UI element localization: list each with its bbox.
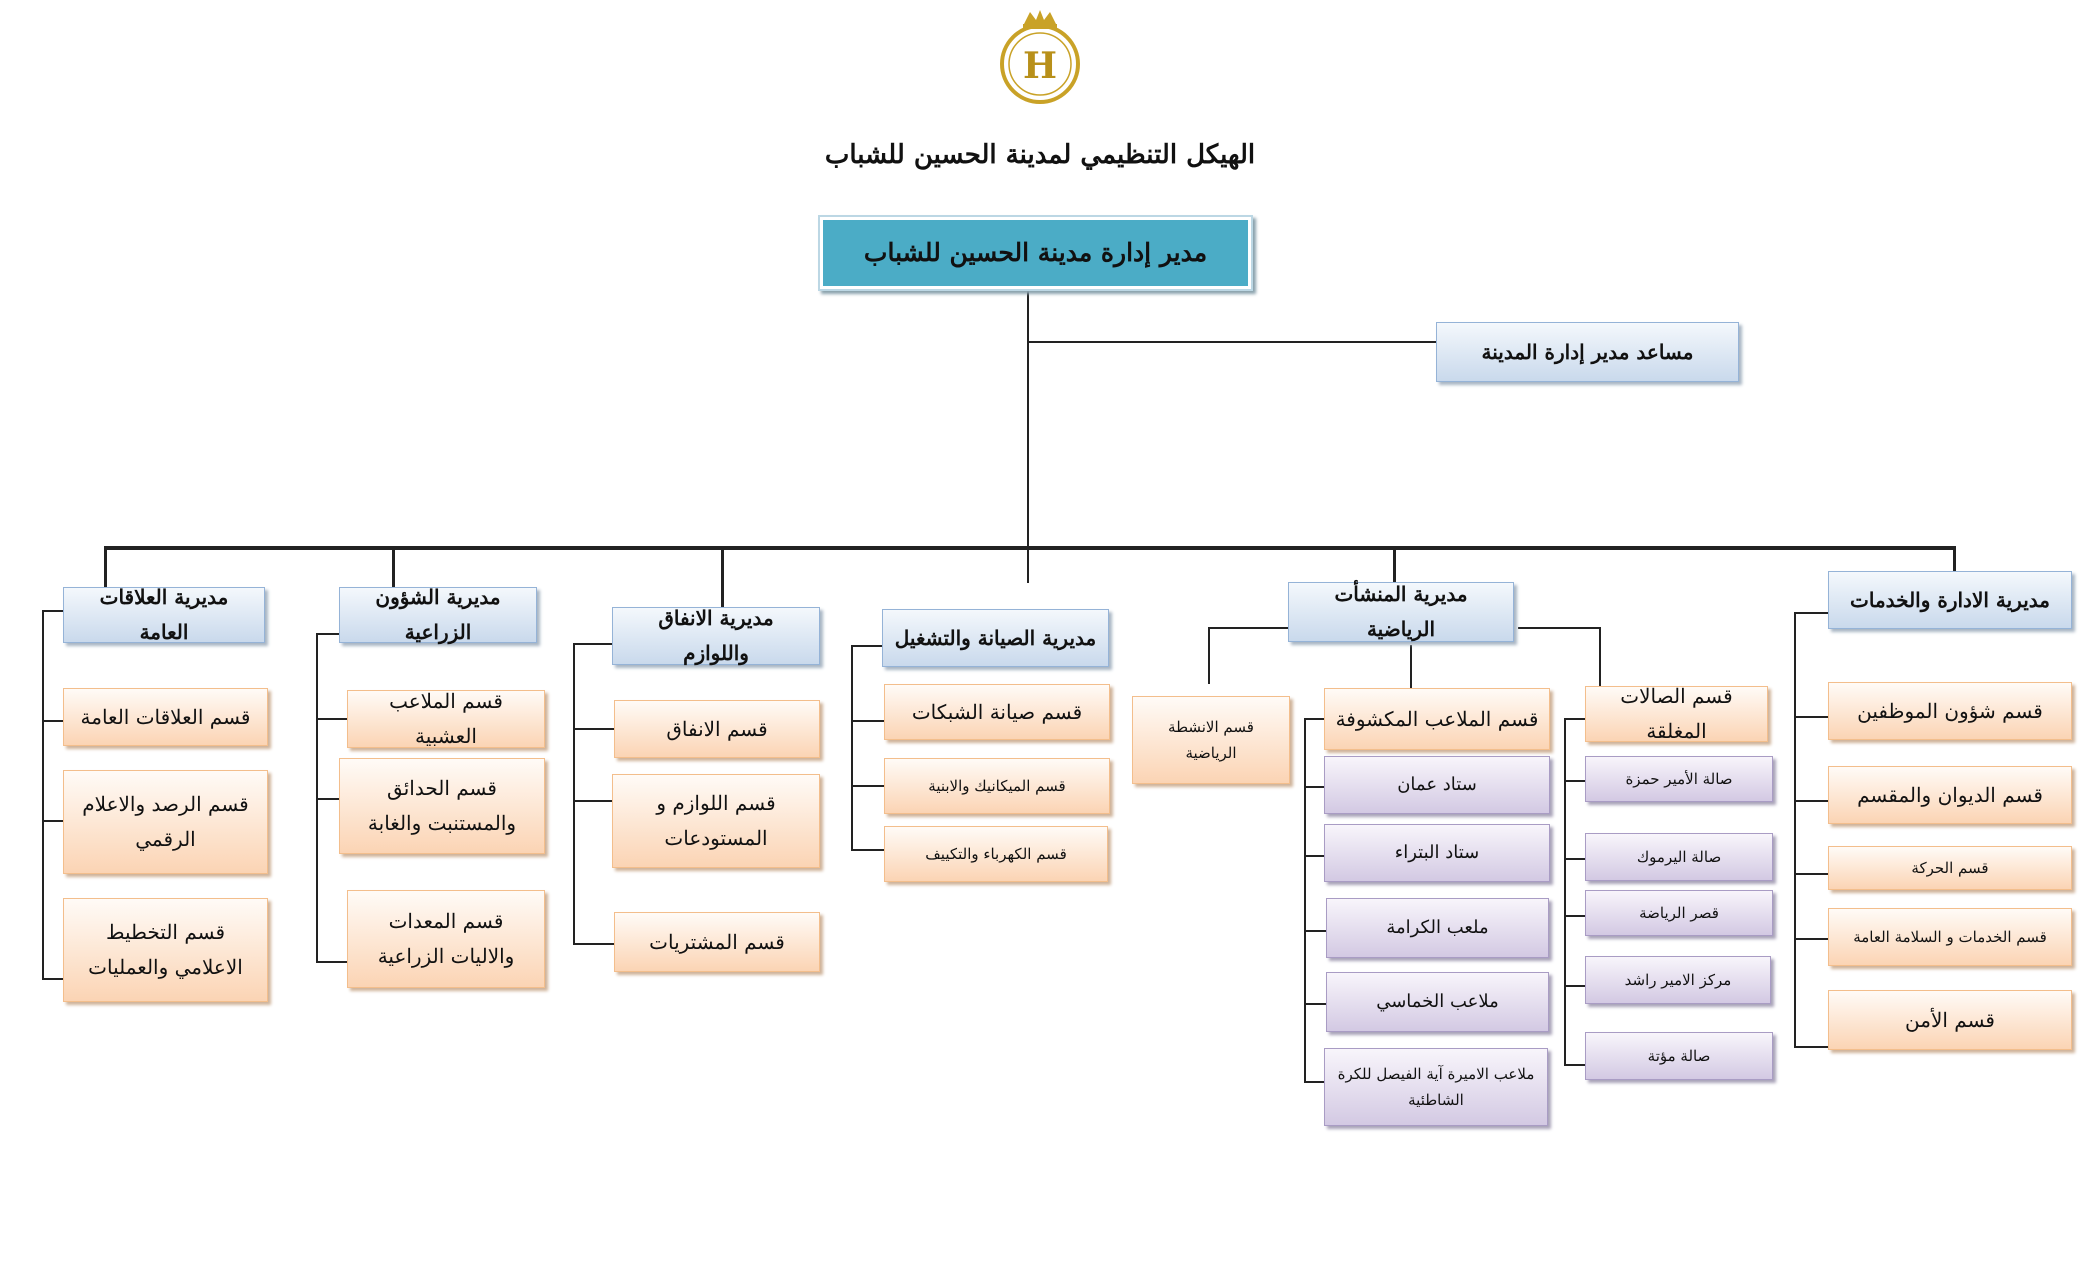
connector-line <box>1794 938 1830 940</box>
connector-line <box>1304 1081 1326 1083</box>
connector-line <box>1028 341 1446 343</box>
connector-line <box>1564 915 1586 917</box>
connector-line <box>1564 858 1586 860</box>
supplies-item: قسم الانفاق <box>614 700 820 758</box>
connector-line <box>1794 612 1830 614</box>
connector-line <box>1304 1003 1326 1005</box>
connector-line <box>1410 645 1412 691</box>
connector-line <box>316 718 348 720</box>
connector-line <box>1794 873 1830 875</box>
supplies-item: قسم المشتريات <box>614 912 820 972</box>
agriculture-item: قسم الحدائق والمستنبت والغابة <box>339 758 545 854</box>
closed-hall-item: صالة الأمير حمزة <box>1585 756 1773 802</box>
connector-line <box>316 633 340 635</box>
connector-line <box>851 720 885 722</box>
directorate-admin-box: مديرية الادارة والخدمات <box>1828 571 2072 629</box>
directorate-maintenance-box: مديرية الصيانة والتشغيل <box>882 609 1109 667</box>
connector-line <box>42 610 44 980</box>
connector-line <box>1209 627 1291 629</box>
logo-letter: H <box>1022 45 1058 87</box>
directorate-supplies-box: مديرية الانفاق واللوازم <box>612 607 820 665</box>
director-box: مدير إدارة مدينة الحسين للشباب <box>818 215 1253 291</box>
connector-line <box>573 943 615 945</box>
connector-line <box>1794 800 1830 802</box>
assistant-director-box: مساعد مدير إدارة المدينة <box>1436 322 1739 382</box>
connector-line <box>573 643 575 945</box>
open-field-item: ملاعب الخماسي <box>1326 972 1549 1032</box>
agriculture-item: قسم المعدات والاليات الزراعية <box>347 890 545 988</box>
connector-line <box>573 643 615 645</box>
admin-item: قسم الحركة <box>1828 846 2072 890</box>
closed-halls-box: قسم الصالات المغلقة <box>1585 686 1768 742</box>
sports-activities-box: قسم الانشطة الرياضية <box>1132 696 1290 784</box>
connector-line <box>1027 288 1029 583</box>
open-field-item: ستاد البتراء <box>1324 824 1550 882</box>
maintenance-item: قسم الميكانيك والابنية <box>884 758 1110 814</box>
connector-line <box>573 800 615 802</box>
connector-line <box>573 728 615 730</box>
connector-line <box>1304 855 1326 857</box>
connector-line <box>1794 612 1796 1048</box>
admin-item: قسم الأمن <box>1828 990 2072 1050</box>
supplies-item: قسم اللوازم و المستودعات <box>612 774 820 868</box>
connector-line <box>851 849 885 851</box>
directorate-agriculture-box: مديرية الشؤون الزراعية <box>339 587 537 643</box>
open-field-item: ستاد عمان <box>1324 756 1550 814</box>
maintenance-item: قسم صيانة الشبكات <box>884 684 1110 740</box>
connector-line <box>1564 780 1586 782</box>
connector-line <box>1208 627 1210 684</box>
connector-line <box>1794 716 1830 718</box>
connector-line <box>1953 546 1956 573</box>
connector-line <box>1564 718 1586 720</box>
connector-line <box>851 645 885 647</box>
open-fields-box: قسم الملاعب المكشوفة <box>1324 688 1550 750</box>
connector-line <box>105 546 1956 550</box>
admin-item: قسم الديوان والمقسم <box>1828 766 2072 824</box>
connector-line <box>851 785 885 787</box>
connector-line <box>1794 1046 1830 1048</box>
connector-line <box>1564 985 1586 987</box>
connector-line <box>1304 718 1326 720</box>
crown-emblem-logo <box>990 6 1090 106</box>
connector-line <box>1304 718 1306 1083</box>
connector-line <box>1599 627 1601 686</box>
connector-line <box>316 961 348 963</box>
connector-line <box>1304 930 1326 932</box>
connector-line <box>1518 627 1600 629</box>
closed-hall-item: مركز الامير راشد <box>1585 956 1771 1004</box>
admin-item: قسم شؤون الموظفين <box>1828 682 2072 740</box>
maintenance-item: قسم الكهرباء والتكييف <box>884 826 1108 882</box>
page-title: الهيكل التنظيمي لمدينة الحسين للشباب <box>824 140 1256 170</box>
connector-line <box>316 798 340 800</box>
directorate-sports-box: مديرية المنشأت الرياضية <box>1288 582 1514 642</box>
relations-item: قسم التخطيط الاعلامي والعمليات <box>63 898 268 1002</box>
connector-line <box>1564 718 1566 1066</box>
closed-hall-item: صالة اليرموك <box>1585 833 1773 881</box>
closed-hall-item: صالة مؤتة <box>1585 1032 1773 1080</box>
closed-hall-item: قصر الرياضة <box>1585 890 1773 936</box>
open-field-item: ملاعب الاميرة آية الفيصل للكرة الشاطئية <box>1324 1048 1548 1126</box>
connector-line <box>1564 1064 1586 1066</box>
connector-line <box>851 645 853 851</box>
relations-item: قسم الرصد والاعلام الرقمي <box>63 770 268 874</box>
open-field-item: ملعب الكرامة <box>1326 898 1549 958</box>
connector-line <box>1304 786 1326 788</box>
admin-item: قسم الخدمات و السلامة العامة <box>1828 908 2072 966</box>
relations-item: قسم العلاقات العامة <box>63 688 268 746</box>
agriculture-item: قسم الملاعب العشبية <box>347 690 545 748</box>
directorate-relations-box: مديرية العلاقات العامة <box>63 587 265 643</box>
